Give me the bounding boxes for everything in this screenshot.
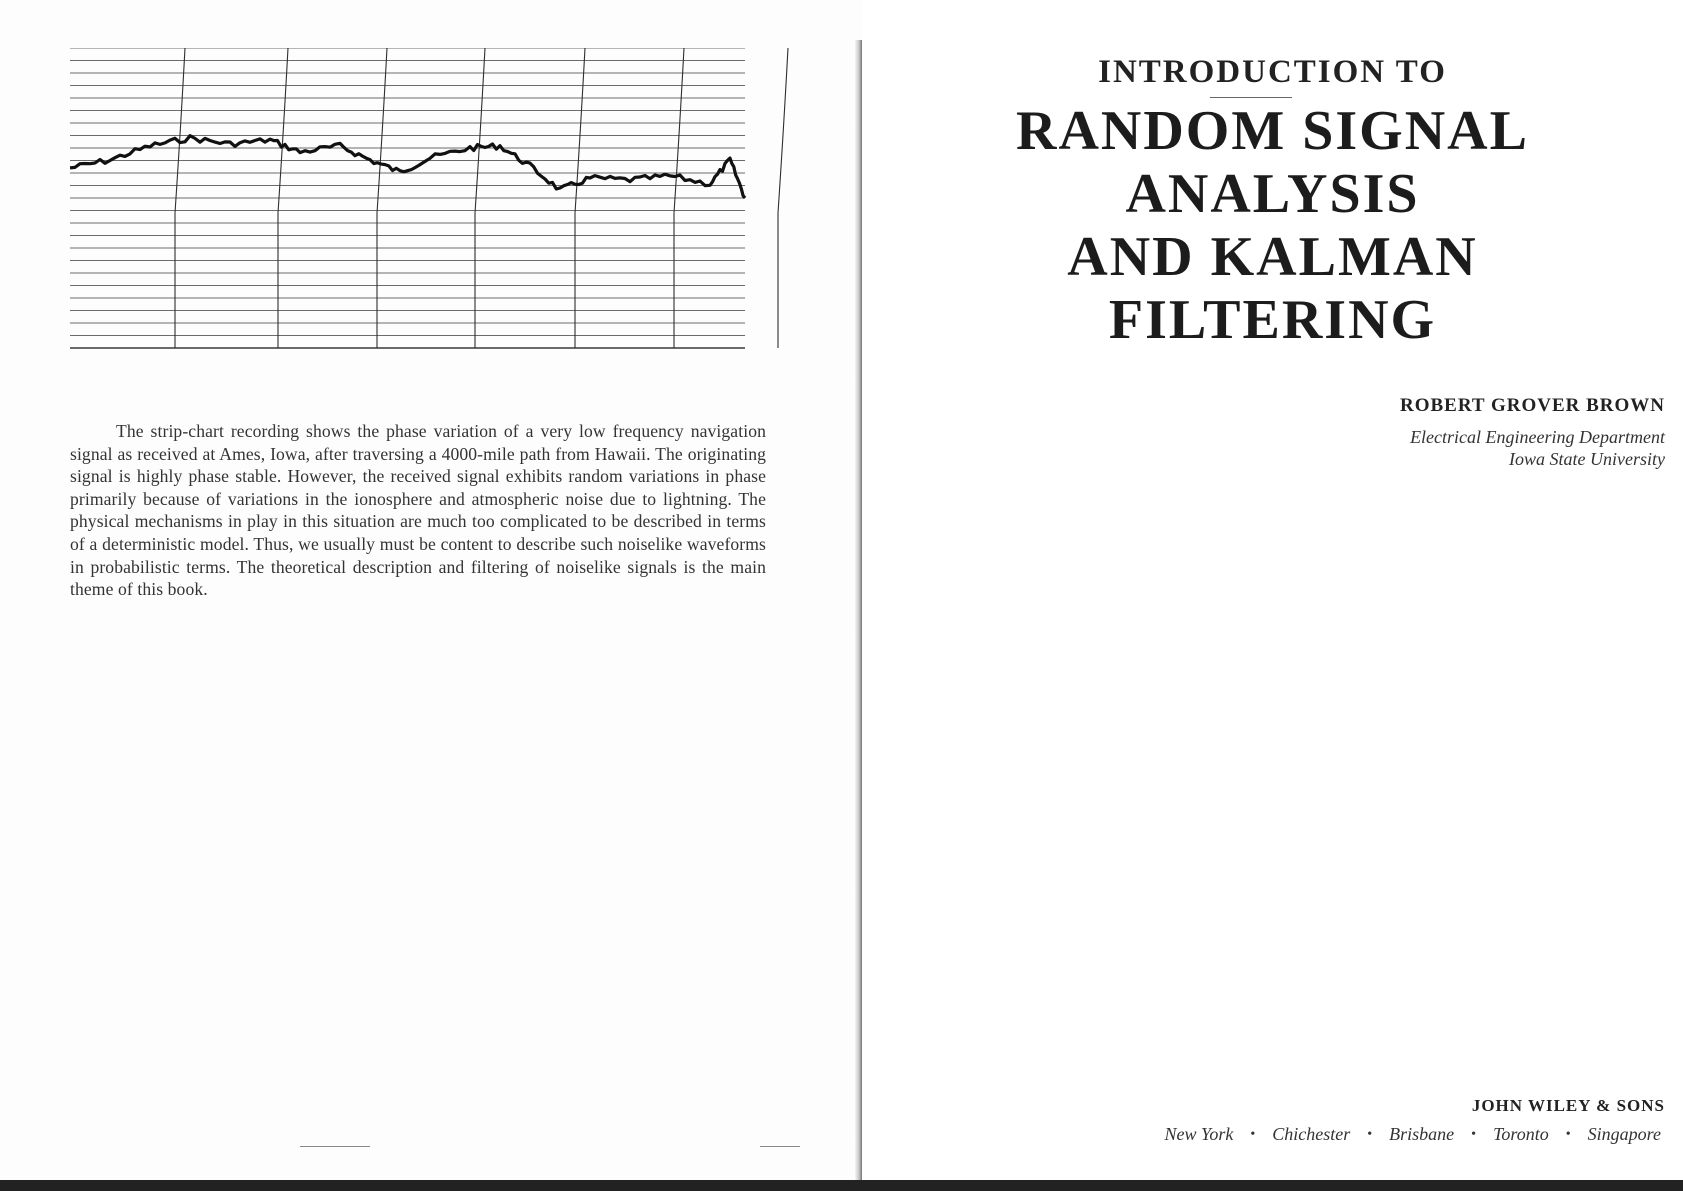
book-title	[862, 100, 1683, 352]
city-toronto: Toronto	[1493, 1124, 1549, 1144]
bullet-icon: •	[1367, 1126, 1373, 1142]
affiliation-university: Iowa State University	[1509, 449, 1665, 469]
right-page	[862, 0, 1683, 1191]
author-name: ROBERT GROVER BROWN	[1399, 395, 1665, 416]
chart-time-arc	[778, 48, 788, 348]
publisher-cities	[1164, 1124, 1661, 1145]
figure-caption: The strip-chart recording shows the phase variation of a very low frequency navigation signal as received at Ames, Iowa, after traversing a 4000-mile path from Hawaii. The originating signal is highly phase stable. However, the received signal exhibits random variations in phase primarily because of variations in the ionosphere and atmospheric noise due to lightning. The physical mechanisms in play in this situation are much too complicated to be described in terms of a deterministic model. Thus, we usually must be content to describe such noiselike waveforms in probabilistic terms. The theoretical description and filtering of noiselike signals is the main theme of this book.	[70, 421, 766, 600]
author-affiliation	[1410, 426, 1665, 470]
bullet-icon: •	[1471, 1126, 1477, 1142]
title-intro: INTRODUCTION TO	[1098, 54, 1447, 90]
strip-chart-figure	[70, 48, 800, 378]
city-singapore: Singapore	[1587, 1124, 1661, 1144]
title-line-2: ANALYSIS	[1125, 163, 1420, 225]
title-line-3: AND KALMAN	[1067, 226, 1478, 288]
title-line-4: FILTERING	[1108, 289, 1437, 351]
publisher-name: JOHN WILEY & SONS	[1471, 1096, 1665, 1115]
affiliation-department: Electrical Engineering Department	[1410, 427, 1665, 447]
strip-chart-svg	[70, 48, 800, 378]
page-smudge	[300, 1146, 370, 1147]
bullet-icon: •	[1250, 1126, 1256, 1142]
title-rule	[1210, 97, 1292, 98]
city-new-york: New York	[1164, 1124, 1234, 1144]
title-page	[862, 0, 1683, 1191]
title-line-1: RANDOM SIGNAL	[1016, 100, 1529, 162]
scan-bottom-edge	[0, 1180, 1683, 1191]
page-smudge	[760, 1146, 800, 1147]
bullet-icon: •	[1565, 1126, 1571, 1142]
city-brisbane: Brisbane	[1389, 1124, 1455, 1144]
city-chichester: Chichester	[1272, 1124, 1351, 1144]
chart-phase-trace	[70, 136, 745, 198]
